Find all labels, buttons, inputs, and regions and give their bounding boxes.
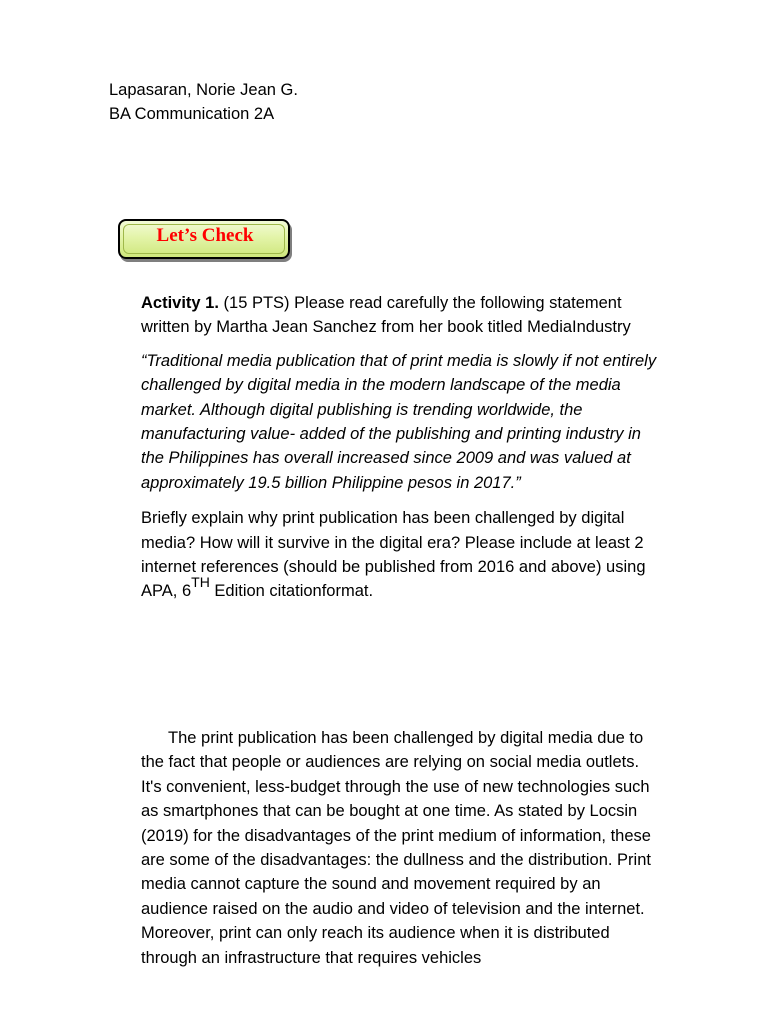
activity-section — [141, 291, 661, 604]
activity-prompt: (15 PTS) Please read carefully the following statement written by Martha Jean Sanchez from her book titled MediaIndustry — [141, 294, 631, 337]
book-quote: “Traditional media publication that of print media is slowly if not entirely challenged by digital media in the modern landscape of the media market. Although digital publishing is trending worldwide, the manufacturing value- added of the publishing and printing industry in the Philippines has overall increased since 2009 and was valued at approximately 19.5 billion Philippine pesos in 2017.” — [141, 351, 657, 492]
edition-superscript: TH — [191, 574, 210, 591]
activity-instructions — [141, 506, 661, 604]
student-program: BA Communication 2A — [109, 105, 275, 123]
instructions-text: Briefly explain why print publication has been challenged by digital media? How will it survive in the digital era? Please include at least 2 internet references (should be published from 2016 and above) using APA, 6 — [141, 509, 646, 601]
lets-check-banner — [118, 219, 290, 259]
student-name: Lapasaran, Norie Jean G. — [109, 81, 298, 99]
student-header — [109, 78, 298, 126]
activity-paragraph — [141, 291, 661, 340]
instructions-text-end: Edition citationformat. — [209, 582, 374, 601]
activity-label: Activity 1. — [141, 294, 219, 312]
lets-check-label: Let’s Check — [156, 225, 254, 246]
answer-paragraph: The print publication has been challenged by digital media due to the fact that people or audiences are relying on social media outlets. It's convenient, less-budget through the use of new technologies such as smartphones that can be bought at one time. As stated by Locsin (2019) for the disadvantages of the print medium of information, these are some of the disadvantages: the dullness and the distribution. Print media cannot capture the sound and movement required by an audience raised on the audio and video of television and the internet. Moreover, print can only reach its audience when it is distributed through an infrastructure that requires vehicles — [141, 729, 651, 967]
